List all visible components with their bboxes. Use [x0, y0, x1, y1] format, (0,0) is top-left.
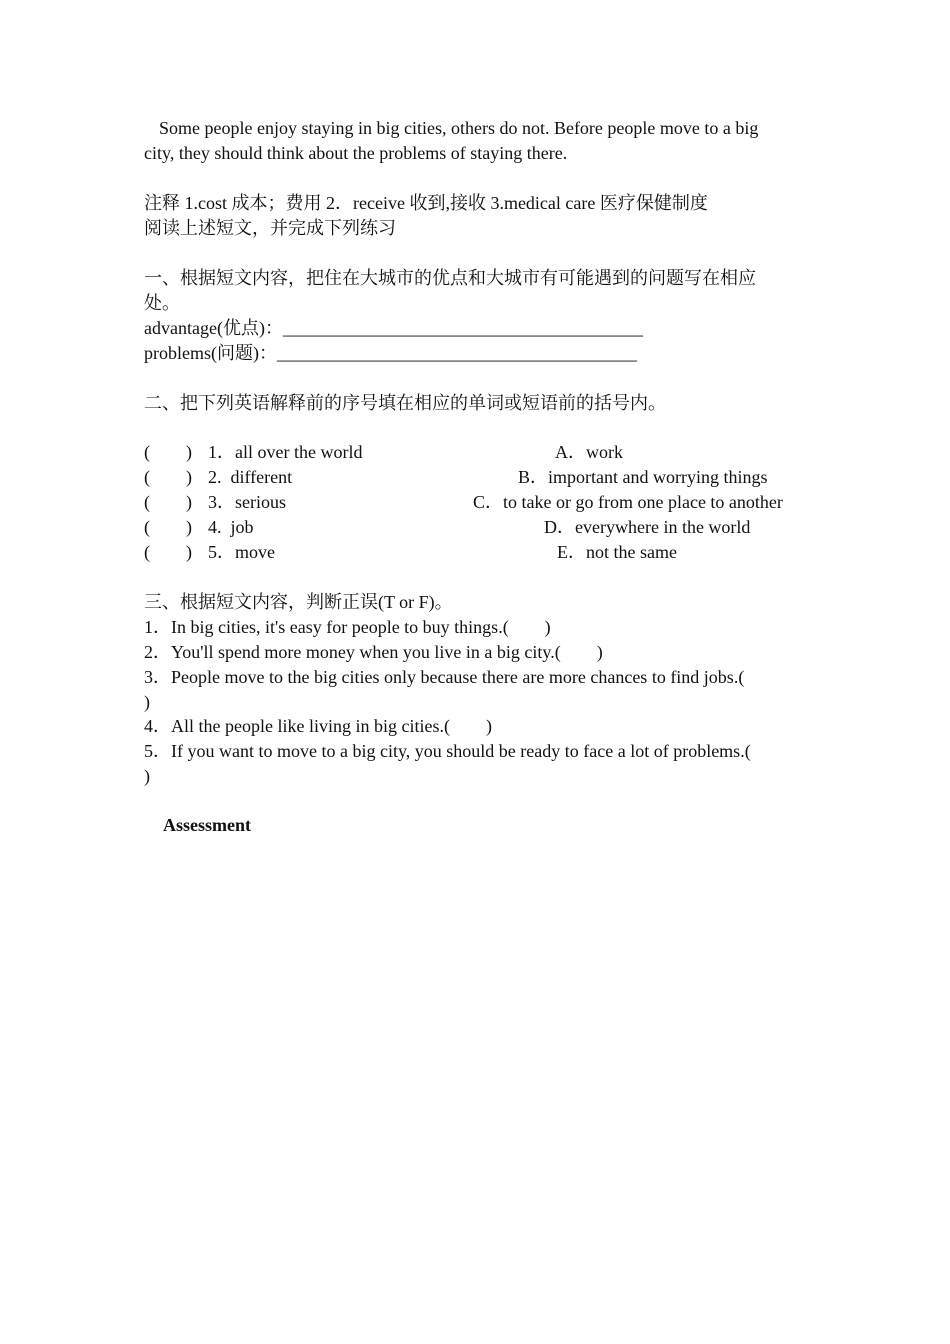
matching-definition: D．everywhere in the world [544, 517, 751, 537]
matching-definition: C．to take or go from one place to another [473, 492, 783, 512]
matching-paren: ( ) [144, 492, 192, 512]
section2-instruction: 二、把下列英语解释前的序号填在相应的单词或短语前的括号内。 [144, 393, 666, 413]
advantage-answer-line: advantage(优点)：________________________________________ [144, 318, 643, 338]
matching-definition: B．important and worrying things [518, 467, 768, 487]
matching-word: 2. different [208, 467, 293, 487]
matching-definition: E．not the same [557, 542, 677, 562]
tf-question-5-line-2: ) [144, 766, 150, 786]
passage-line-1: Some people enjoy staying in big cities, others do not. Before people move to a big [159, 118, 759, 138]
tf-question-5-line-1: 5．If you want to move to a big city, you should be ready to face a lot of problems.( [144, 741, 751, 761]
matching-definition: A．work [555, 442, 623, 462]
matching-word: 1．all over the world [208, 442, 363, 462]
matching-paren: ( ) [144, 442, 192, 462]
section1-instruction-line-2: 处。 [144, 293, 180, 313]
matching-paren: ( ) [144, 542, 192, 562]
matching-paren: ( ) [144, 467, 192, 487]
section1-instruction-line-1: 一、根据短文内容，把住在大城市的优点和大城市有可能遇到的问题写在相应 [144, 268, 756, 288]
problems-answer-line: problems(问题)：________________________________________ [144, 343, 637, 363]
tf-question-4: 4．All the people like living in big cities.( ) [144, 716, 492, 736]
notes-line-2: 阅读上述短文，并完成下列练习 [144, 218, 396, 238]
notes-line-1: 注释 1.cost 成本；费用 2．receive 收到,接收 3.medical care 医疗保健制度 [144, 193, 708, 213]
matching-paren: ( ) [144, 517, 192, 537]
matching-word: 5．move [208, 542, 275, 562]
section3-instruction: 三、根据短文内容，判断正误(T or F)。 [144, 592, 453, 612]
assessment-heading: Assessment [163, 815, 251, 835]
matching-word: 4. job [208, 517, 254, 537]
tf-question-3-line-1: 3．People move to the big cities only because there are more chances to find jobs.( [144, 667, 745, 687]
matching-word: 3．serious [208, 492, 286, 512]
passage-line-2: city, they should think about the problems of staying there. [144, 143, 568, 163]
tf-question-3-line-2: ) [144, 692, 150, 712]
tf-question-1: 1．In big cities, it's easy for people to buy things.( ) [144, 617, 551, 637]
tf-question-2: 2．You'll spend more money when you live in a big city.( ) [144, 642, 603, 662]
